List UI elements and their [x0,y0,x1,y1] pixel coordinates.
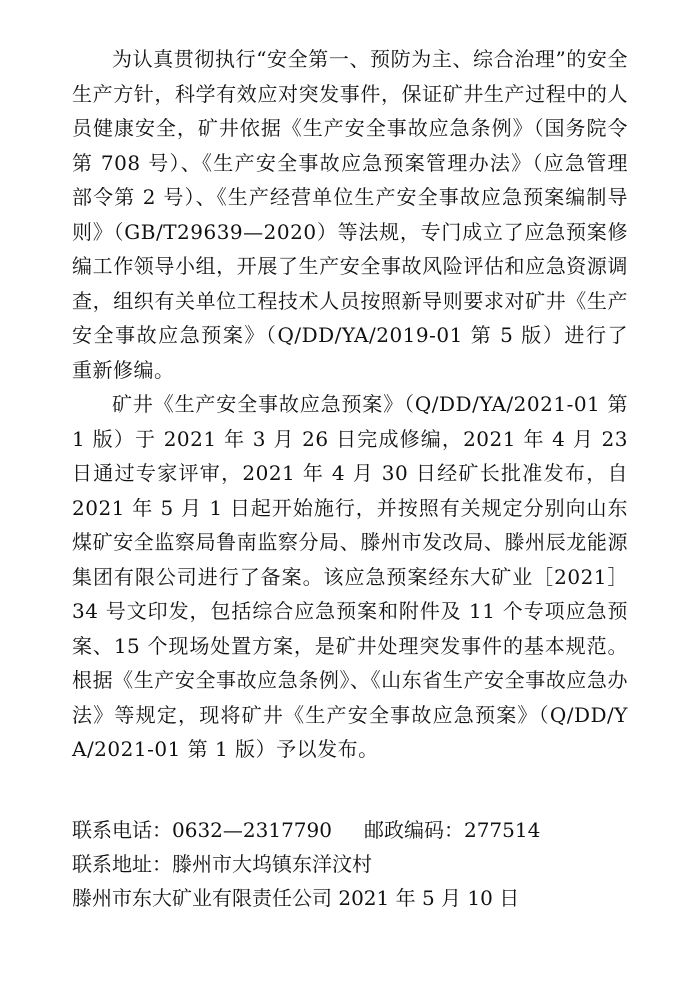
phone-number: 0632—2317790 [172,818,332,842]
contact-footer [72,813,632,915]
contact-address-line [72,847,632,881]
issuer-line [72,881,632,915]
paragraph-intro: 为认真贯彻执行“安全第一、预防为主、综合治理”的安全生产方针，科学有效应对突发事件，保证矿井生产过程中的人员健康安全，矿井依据《生产安全事故应急条例》（国务院令第 708 号）、《生产安全事故应急预案管理办法》（应急管理部令第 2 号）、《生产经营单位生产安全事故应急预案编制导则》（GB/T29639—2020）等法规，专门成立了应急预案修编工作领导小组，开展了生产安全事故风险评估和应急资源调查，组织有关单位工程技术人员按照新导则要求对矿井《生产安全事故应急预案》（Q/DD/YA/2019-01 第 5 版）进行了重新修编。 [72,47,628,382]
contact-phone-line [72,813,632,847]
document-body [72,42,628,767]
postcode-label: 邮政编码： [363,818,464,842]
phone-label: 联系电话： [72,818,172,842]
issue-date: 2021 年 5 月 10 日 [338,886,520,910]
paragraph-release: 矿井《生产安全事故应急预案》（Q/DD/YA/2021-01 第 1 版）于 2021 年 3 月 26 日完成修编，2021 年 4 月 23 日通过专家评审，2021 年 4 月 30 日经矿长批准发布，自 2021 年 5 月 1 日起开始施行，并按照有关规定分别向山东煤矿安全监察局鲁南监察分局、滕州市发改局、滕州辰龙能源集团有限公司进行了备案。该应急预案经东大矿业［2021］34 号文印发，包括综合应急预案和附件及 11 个专项应急预案、15 个现场处置方案，是矿井处理突发事件的基本规范。根据《生产安全事故应急条例》、《山东省生产安全事故应急办法》等规定，现将矿井《生产安全事故应急预案》（Q/DD/YA/2021-01 第 1 版）予以发布。 [72,392,628,761]
address-value: 滕州市大坞镇东洋汶村 [172,852,372,876]
postcode-value: 277514 [463,818,541,842]
issuer-name: 滕州市东大矿业有限责任公司 [72,886,332,910]
address-label: 联系地址： [72,852,172,876]
